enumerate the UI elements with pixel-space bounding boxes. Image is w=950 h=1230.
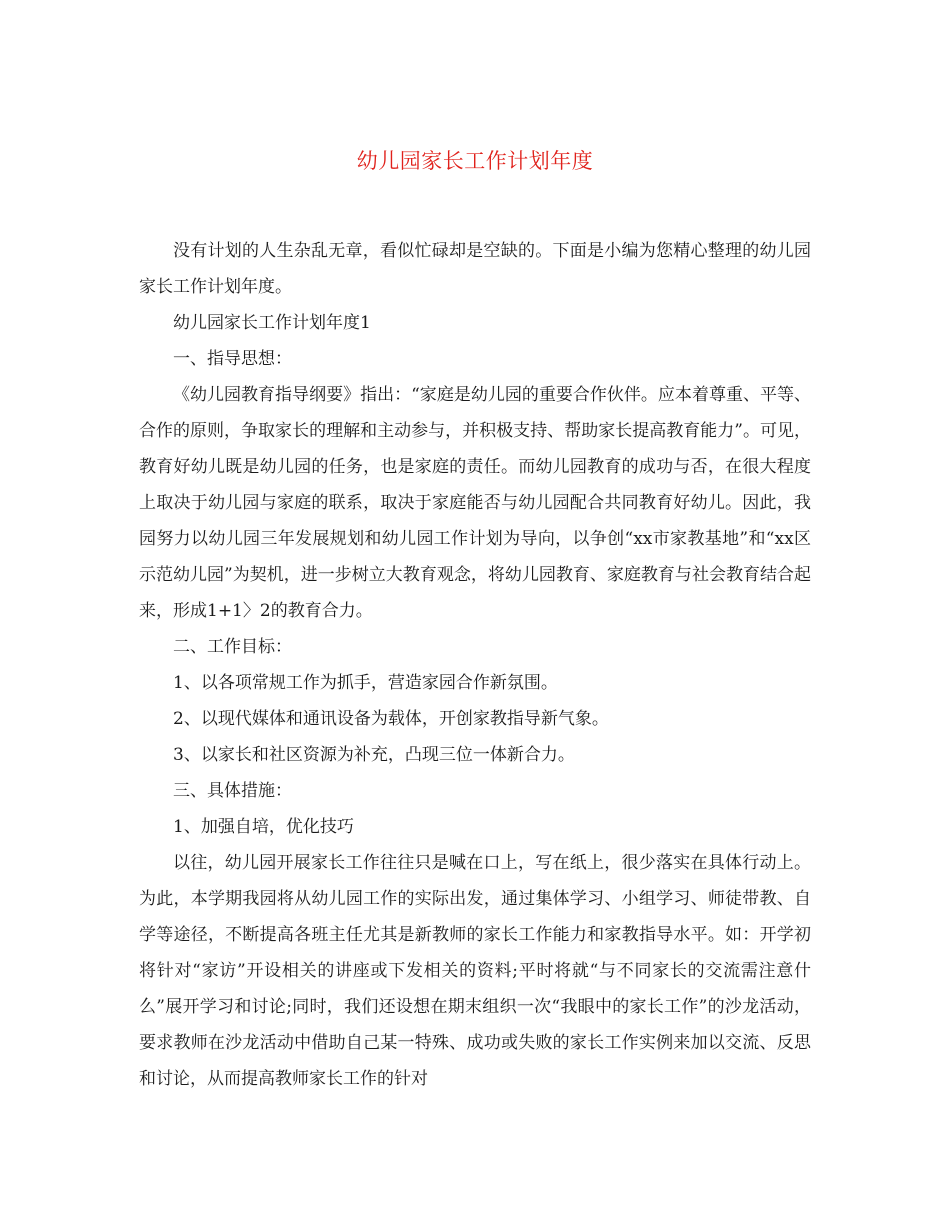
- intro-paragraph: 没有计划的人生杂乱无章，看似忙碌却是空缺的。下面是小编为您精心整理的幼儿园家长工作计划年度。: [139, 241, 811, 297]
- goal-item-3: 3、以家长和社区资源为补充，凸现三位一体新合力。: [173, 745, 575, 765]
- measure-heading-1: 1、加强自培，优化技巧: [173, 817, 354, 837]
- heading-guiding-ideology: 一、指导思想：: [173, 349, 292, 369]
- heading-work-goals: 二、工作目标：: [173, 637, 292, 657]
- goal-item-1: 1、以各项常规工作为抓手，营造家园合作新氛围。: [173, 673, 558, 693]
- section-heading-plan-1: 幼儿园家长工作计划年度1: [173, 313, 371, 333]
- guiding-ideology-paragraph: 《幼儿园教育指导纲要》指出：“家庭是幼儿园的重要合作伙伴。应本着尊重、平等、合作的原则，争取家长的理解和主动参与，并积极支持、帮助家长提高教育能力”。可见，教育好幼儿既是幼儿园的任务，也是家庭的责任。而幼儿园教育的成功与否，在很大程度上取决于幼儿园与家庭的联系，取决于家庭能否与幼儿园配合共同教育好幼儿。因此，我园努力以幼儿园三年发展规划和幼儿园工作计划为导向，以争创“xx市家教基地”和“xx区示范幼儿园”为契机，进一步树立大教育观念，将幼儿园教育、家庭教育与社会教育结合起来，形成1+1〉2的教育合力。: [139, 385, 811, 621]
- document-body: [139, 233, 811, 1097]
- document-title: 幼儿园家长工作计划年度: [356, 149, 594, 173]
- measure-paragraph-1: 以往，幼儿园开展家长工作往往只是喊在口上，写在纸上，很少落实在具体行动上。为此，本学期我园将从幼儿园工作的实际出发，通过集体学习、小组学习、师徒带教、自学等途径，不断提高各班主任尤其是新教师的家长工作能力和家教指导水平。如：开学初将针对“家访”开设相关的讲座或下发相关的资料;平时将就“与不同家长的交流需注意什么”展开学习和讨论;同时，我们还设想在期末组织一次“我眼中的家长工作”的沙龙活动，要求教师在沙龙活动中借助自己某一特殊、成功或失败的家长工作实例来加以交流、反思和讨论，从而提高教师家长工作的针对: [139, 853, 811, 1089]
- goal-item-2: 2、以现代媒体和通讯设备为载体，开创家教指导新气象。: [173, 709, 609, 729]
- heading-specific-measures: 三、具体措施：: [173, 781, 292, 801]
